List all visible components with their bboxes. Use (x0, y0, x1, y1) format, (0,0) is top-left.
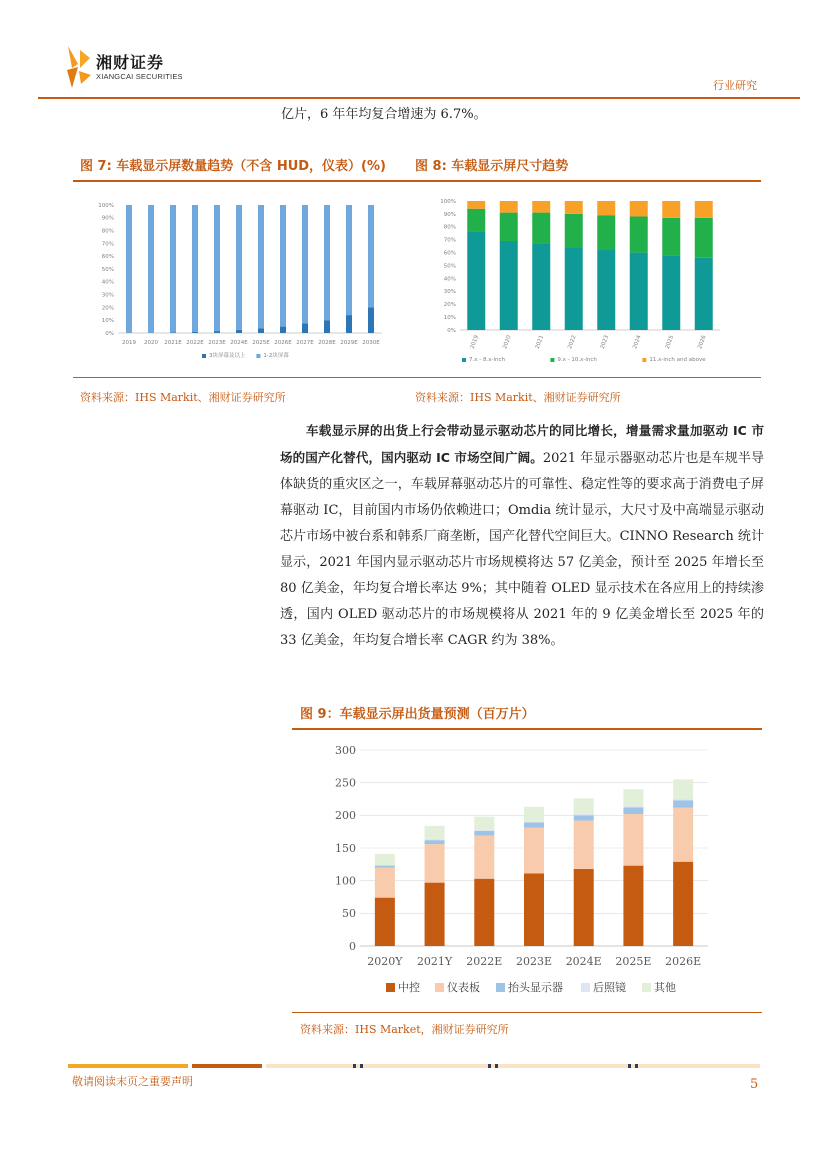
y-tick-label: 30% (443, 289, 456, 296)
y-tick-label: 200 (335, 809, 356, 823)
legend-label: 1-2块屏幕 (263, 353, 289, 359)
section-label: 行业研究 (713, 79, 757, 92)
y-tick-label: 20% (101, 305, 114, 312)
legend-swatch (550, 358, 554, 362)
bar-segment (574, 798, 594, 814)
x-tick-label: 2026 (697, 334, 708, 350)
bar-segment (346, 315, 352, 333)
bar-segment (324, 205, 330, 320)
bar-segment (375, 868, 395, 898)
legend-swatch (435, 983, 444, 992)
bar-segment (623, 814, 643, 866)
x-tick-label: 2026E (665, 955, 702, 968)
x-tick-label: 2030E (362, 340, 380, 346)
fig9-bottom-rule (292, 1012, 762, 1013)
bar-segment (524, 823, 544, 828)
bar-segment (302, 323, 308, 333)
legend-swatch (496, 983, 505, 992)
legend-label: 中控 (398, 981, 420, 994)
bar-segment (662, 218, 680, 255)
bar-segment (673, 862, 693, 946)
legend-swatch (202, 354, 206, 358)
logo-name-cn: 湘财证券 (96, 53, 165, 72)
bar-segment (630, 201, 648, 216)
fig8-source: 资料来源：IHS Markit、湘财证券研究所 (415, 391, 621, 404)
y-tick-label: 90% (443, 211, 456, 218)
legend-label: 仪表板 (447, 981, 480, 994)
y-tick-label: 60% (443, 250, 456, 257)
fig9-chart (330, 738, 730, 1000)
x-tick-label: 2021E (164, 340, 182, 346)
y-tick-label: 40% (443, 276, 456, 283)
y-tick-label: 0 (349, 939, 356, 953)
bar-segment (280, 327, 286, 333)
legend-swatch (642, 358, 646, 362)
legend-label: 抬头显示器 (508, 981, 563, 994)
bar-segment (524, 821, 544, 822)
x-tick-label: 2023E (515, 955, 553, 968)
y-tick-label: 250 (335, 776, 356, 790)
bar-segment (623, 807, 643, 814)
bar-segment (695, 201, 713, 218)
fig9-title: 图 9：车载显示屏出货量预测（百万片） (300, 707, 535, 722)
x-tick-label: 2027E (296, 340, 314, 346)
bar-segment (368, 205, 374, 307)
bar-segment (467, 232, 485, 330)
y-tick-label: 90% (101, 215, 114, 222)
y-tick-label: 0% (105, 330, 114, 337)
y-tick-label: 30% (101, 292, 114, 299)
bar-segment (574, 815, 594, 820)
x-tick-label: 2021 (534, 334, 546, 350)
bar-segment (574, 869, 594, 946)
bar-segment (532, 244, 550, 330)
bar-segment (524, 873, 544, 946)
bar-segment (673, 807, 693, 861)
y-tick-label: 10% (443, 315, 456, 322)
x-tick-label: 2029E (340, 340, 358, 346)
x-tick-label: 2020 (502, 334, 513, 350)
fig-row-top-rule (73, 180, 761, 182)
bar-segment (524, 828, 544, 874)
bar-segment (375, 898, 395, 946)
fig7-chart (90, 193, 390, 363)
bar-segment (474, 836, 494, 879)
intro-line: 亿片，6 年年均复合增速为 6.7%。 (281, 107, 487, 122)
fig8-title: 图 8: 车载显示屏尺寸趋势 (415, 159, 569, 174)
x-tick-label: 2025 (664, 334, 676, 350)
x-tick-label: 2028E (318, 340, 336, 346)
header-rule (38, 97, 800, 99)
body-normal-text: 2021 年显示器驱动芯片也是车规半导体缺货的重灾区之一，车载屏幕驱动芯片的可靠性、稳定性等的要求高于消费电子屏幕驱动 IC，目前国内市场仍依赖进口；Omdia 统计显示，大尺寸及中高端显示驱动芯片市场中被台系和韩系厂商垄断，国产化替代空间巨大。CINNO Research 统计显示，2021 年国内显示驱动芯片市场规模将达 57 亿美金，预计至 2025 年增长至 80 亿美金，年均复合增长率达 9%；其中随着 OLED 显示技术在各应用上的持续渗透，国内 OLED 驱动芯片的市场规模将从 2021 年的 9 亿美金增长至 2025 年的 33 亿美金，年均复合增长率 CAGR 约为 38%。 (280, 451, 765, 648)
fig7-title: 图 7: 车载显示屏数量趋势（不含 HUD，仪表）(%) (80, 159, 386, 174)
y-tick-label: 50 (342, 907, 356, 921)
bar-segment (425, 844, 445, 883)
bar-segment (662, 255, 680, 330)
bar-segment (425, 883, 445, 946)
bar-segment (236, 205, 242, 330)
legend-swatch (462, 358, 466, 362)
y-tick-label: 40% (101, 279, 114, 286)
bar-segment (170, 205, 176, 332)
legend-swatch (386, 983, 395, 992)
bar-segment (500, 201, 518, 213)
bar-segment (500, 241, 518, 330)
y-tick-label: 300 (335, 743, 356, 757)
y-tick-label: 20% (443, 302, 456, 309)
page-number: 5 (750, 1077, 759, 1092)
bar-segment (623, 866, 643, 946)
y-tick-label: 60% (101, 254, 114, 261)
x-tick-label: 2022E (466, 955, 503, 968)
bar-segment (126, 205, 132, 333)
fig-row-bottom-rule (73, 377, 761, 378)
bar-segment (623, 789, 643, 806)
bar-segment (214, 205, 220, 331)
legend-label: 9.x - 10.x-inch (557, 357, 597, 363)
logo-mark-icon (64, 44, 94, 90)
x-tick-label: 2024E (565, 955, 602, 968)
bar-segment (425, 839, 445, 840)
y-tick-label: 50% (443, 263, 456, 270)
logo (64, 44, 204, 90)
bar-segment (467, 201, 485, 209)
bar-segment (532, 213, 550, 244)
bar-segment (623, 806, 643, 807)
body-bold-lead: 车载显示屏的出货上行会带动显示驱动芯片的同比增长，增量需求量加驱动 IC 市场的国产化替代，国内驱动 IC 市场空间广阔。 (280, 423, 764, 465)
bar-segment (673, 779, 693, 799)
y-tick-label: 150 (335, 841, 356, 855)
x-tick-label: 2023 (599, 334, 611, 350)
y-tick-label: 80% (443, 224, 456, 231)
bar-segment (302, 205, 308, 323)
x-tick-label: 2019 (122, 340, 136, 346)
y-tick-label: 50% (101, 266, 114, 273)
y-tick-label: 0% (447, 327, 456, 334)
bar-segment (565, 214, 583, 248)
y-tick-label: 70% (101, 241, 114, 248)
bar-segment (236, 330, 242, 333)
legend-label: 后照镜 (593, 981, 626, 994)
bar-segment (500, 213, 518, 241)
bar-segment (662, 201, 680, 218)
bar-segment (695, 218, 713, 258)
x-tick-label: 2025E (252, 340, 270, 346)
bar-segment (474, 879, 494, 946)
bar-segment (148, 205, 154, 333)
bar-segment (597, 250, 615, 330)
y-tick-label: 10% (101, 318, 114, 325)
y-tick-label: 100 (335, 874, 356, 888)
bar-segment (280, 205, 286, 327)
bar-segment (425, 826, 445, 839)
bar-segment (467, 209, 485, 232)
bar-segment (375, 865, 395, 866)
bar-segment (695, 258, 713, 330)
x-tick-label: 2022 (567, 334, 578, 350)
bar-segment (324, 320, 330, 333)
bar-segment (532, 201, 550, 213)
x-tick-label: 2021Y (416, 955, 453, 968)
y-tick-label: 100% (440, 198, 456, 205)
x-tick-label: 2022E (186, 340, 204, 346)
bar-segment (375, 866, 395, 868)
bar-segment (673, 800, 693, 807)
bar-segment (597, 201, 615, 215)
fig7-source: 资料来源：IHS Markit、湘财证券研究所 (80, 391, 286, 404)
y-tick-label: 100% (98, 202, 114, 209)
x-tick-label: 2023E (208, 340, 226, 346)
bar-segment (192, 205, 198, 332)
bar-segment (258, 205, 264, 329)
footer-rule (68, 1063, 760, 1069)
x-tick-label: 2026E (274, 340, 292, 346)
bar-segment (630, 216, 648, 252)
x-tick-label: 2020 (144, 340, 158, 346)
bar-segment (630, 253, 648, 330)
fig9-source: 资料来源：IHS Market，湘财证券研究所 (300, 1023, 509, 1036)
x-tick-label: 2019 (469, 334, 481, 350)
bar-segment (524, 807, 544, 821)
bar-segment (574, 814, 594, 815)
y-tick-label: 80% (101, 228, 114, 235)
bar-segment (574, 821, 594, 869)
logo-name-en: XIANGCAI SECURITIES (96, 72, 183, 81)
bar-segment (474, 830, 494, 831)
fig9-top-rule (292, 728, 762, 730)
bar-segment (474, 831, 494, 836)
legend-swatch (581, 983, 590, 992)
legend-label: 其他 (654, 981, 676, 994)
legend-label: 3块屏幕及以上 (209, 353, 246, 359)
legend-swatch (256, 354, 260, 358)
bar-segment (673, 799, 693, 800)
bar-segment (565, 201, 583, 214)
y-tick-label: 70% (443, 237, 456, 244)
bar-segment (368, 307, 374, 333)
fig8-chart (428, 193, 728, 371)
footer-disclaimer: 敬请阅读末页之重要声明 (72, 1075, 193, 1088)
body-paragraph (280, 418, 764, 654)
bar-segment (597, 215, 615, 250)
x-tick-label: 2024 (632, 334, 643, 350)
x-tick-label: 2020Y (367, 955, 403, 968)
bar-segment (565, 247, 583, 330)
bar-segment (258, 329, 264, 333)
bar-segment (214, 331, 220, 333)
legend-swatch (642, 983, 651, 992)
legend-label: 7.x - 8.x-inch (469, 357, 505, 363)
bar-segment (346, 205, 352, 315)
bar-segment (170, 332, 176, 333)
legend-label: 11.x-inch and above (649, 357, 706, 363)
bar-segment (425, 840, 445, 844)
bar-segment (474, 817, 494, 830)
bar-segment (192, 332, 198, 333)
bar-segment (375, 854, 395, 865)
x-tick-label: 2025E (615, 955, 652, 968)
x-tick-label: 2024E (230, 340, 248, 346)
